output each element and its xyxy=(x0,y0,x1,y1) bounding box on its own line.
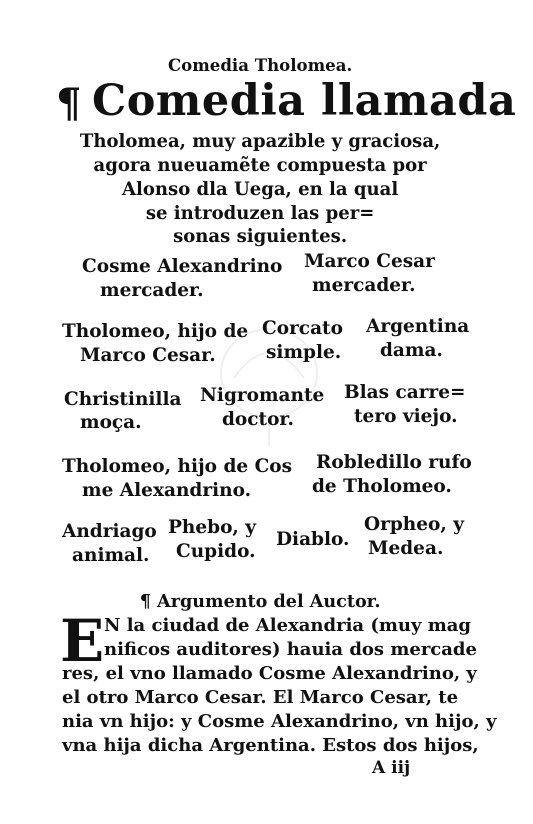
body-line: el otro Marco Cesar. El Marco Cesar, te xyxy=(62,687,459,708)
cast-role: Marco Cesar. xyxy=(80,345,216,366)
subtitle-line: se introduzen las per= xyxy=(145,203,375,224)
cast-name: Tholomeo, hijo de Cos xyxy=(62,456,293,477)
cast-role: mercader. xyxy=(100,280,204,301)
cast-role: animal. xyxy=(72,545,150,566)
cast-role: mercader. xyxy=(312,275,416,296)
pilcrow-icon: ¶ xyxy=(56,80,82,127)
cast-role: dama. xyxy=(380,340,443,361)
cast-name: Christinilla xyxy=(64,389,182,410)
cast-name: Robledillo rufo xyxy=(316,452,472,473)
cast-name: Nigromante xyxy=(200,385,325,406)
cast-role: moça. xyxy=(80,412,142,433)
body-line: vna hija dicha Argentina. Estos dos hijos, xyxy=(62,735,479,756)
cast-role: doctor. xyxy=(222,409,294,430)
body-line: nia vn hijo: y Cosme Alexandrino, vn hijo, y xyxy=(62,711,497,732)
body-line: N la ciudad de Alexandria (muy mag xyxy=(104,615,472,636)
cast-name: Blas carre= xyxy=(344,382,466,403)
subtitle-line: sonas siguientes. xyxy=(173,226,348,247)
cast-name: Cosme Alexandrino xyxy=(82,256,283,277)
cast-name: Argentina xyxy=(366,316,470,337)
subtitle-line: Tholomea, muy apazible y graciosa, xyxy=(79,131,441,152)
cast-name: Andriago xyxy=(62,521,157,542)
cast-name: Diablo. xyxy=(276,529,350,550)
argument-heading: ¶ Argumento del Auctor. xyxy=(139,591,381,612)
subtitle-line: agora nueuamẽte compuesta por xyxy=(93,155,427,176)
drop-cap: E xyxy=(60,607,105,675)
cast-role: Medea. xyxy=(368,538,444,559)
cast-role: me Alexandrino. xyxy=(82,480,252,501)
cast-role: tero viejo. xyxy=(354,406,458,427)
signature-mark: A iij xyxy=(372,758,411,778)
body-line: nificos auditores) hauia dos mercade xyxy=(104,639,477,660)
cast-role: simple. xyxy=(266,342,342,363)
cast-name: Marco Cesar xyxy=(304,251,435,272)
cast-role: Cupido. xyxy=(176,541,256,562)
cast-role: de Tholomeo. xyxy=(312,476,452,497)
running-head: Comedia Tholomea. xyxy=(167,56,353,76)
page-title: Comedia llamada xyxy=(92,76,517,126)
subtitle-line: Alonso dla Uega, en la qual xyxy=(122,179,399,200)
cast-name: Tholomeo, hijo de xyxy=(62,321,249,342)
cast-name: Phebo, y xyxy=(168,517,257,538)
body-line: res, el vno llamado Cosme Alexandrino, y xyxy=(62,663,477,684)
cast-name: Corcato xyxy=(262,318,343,339)
cast-name: Orpheo, y xyxy=(364,514,464,535)
